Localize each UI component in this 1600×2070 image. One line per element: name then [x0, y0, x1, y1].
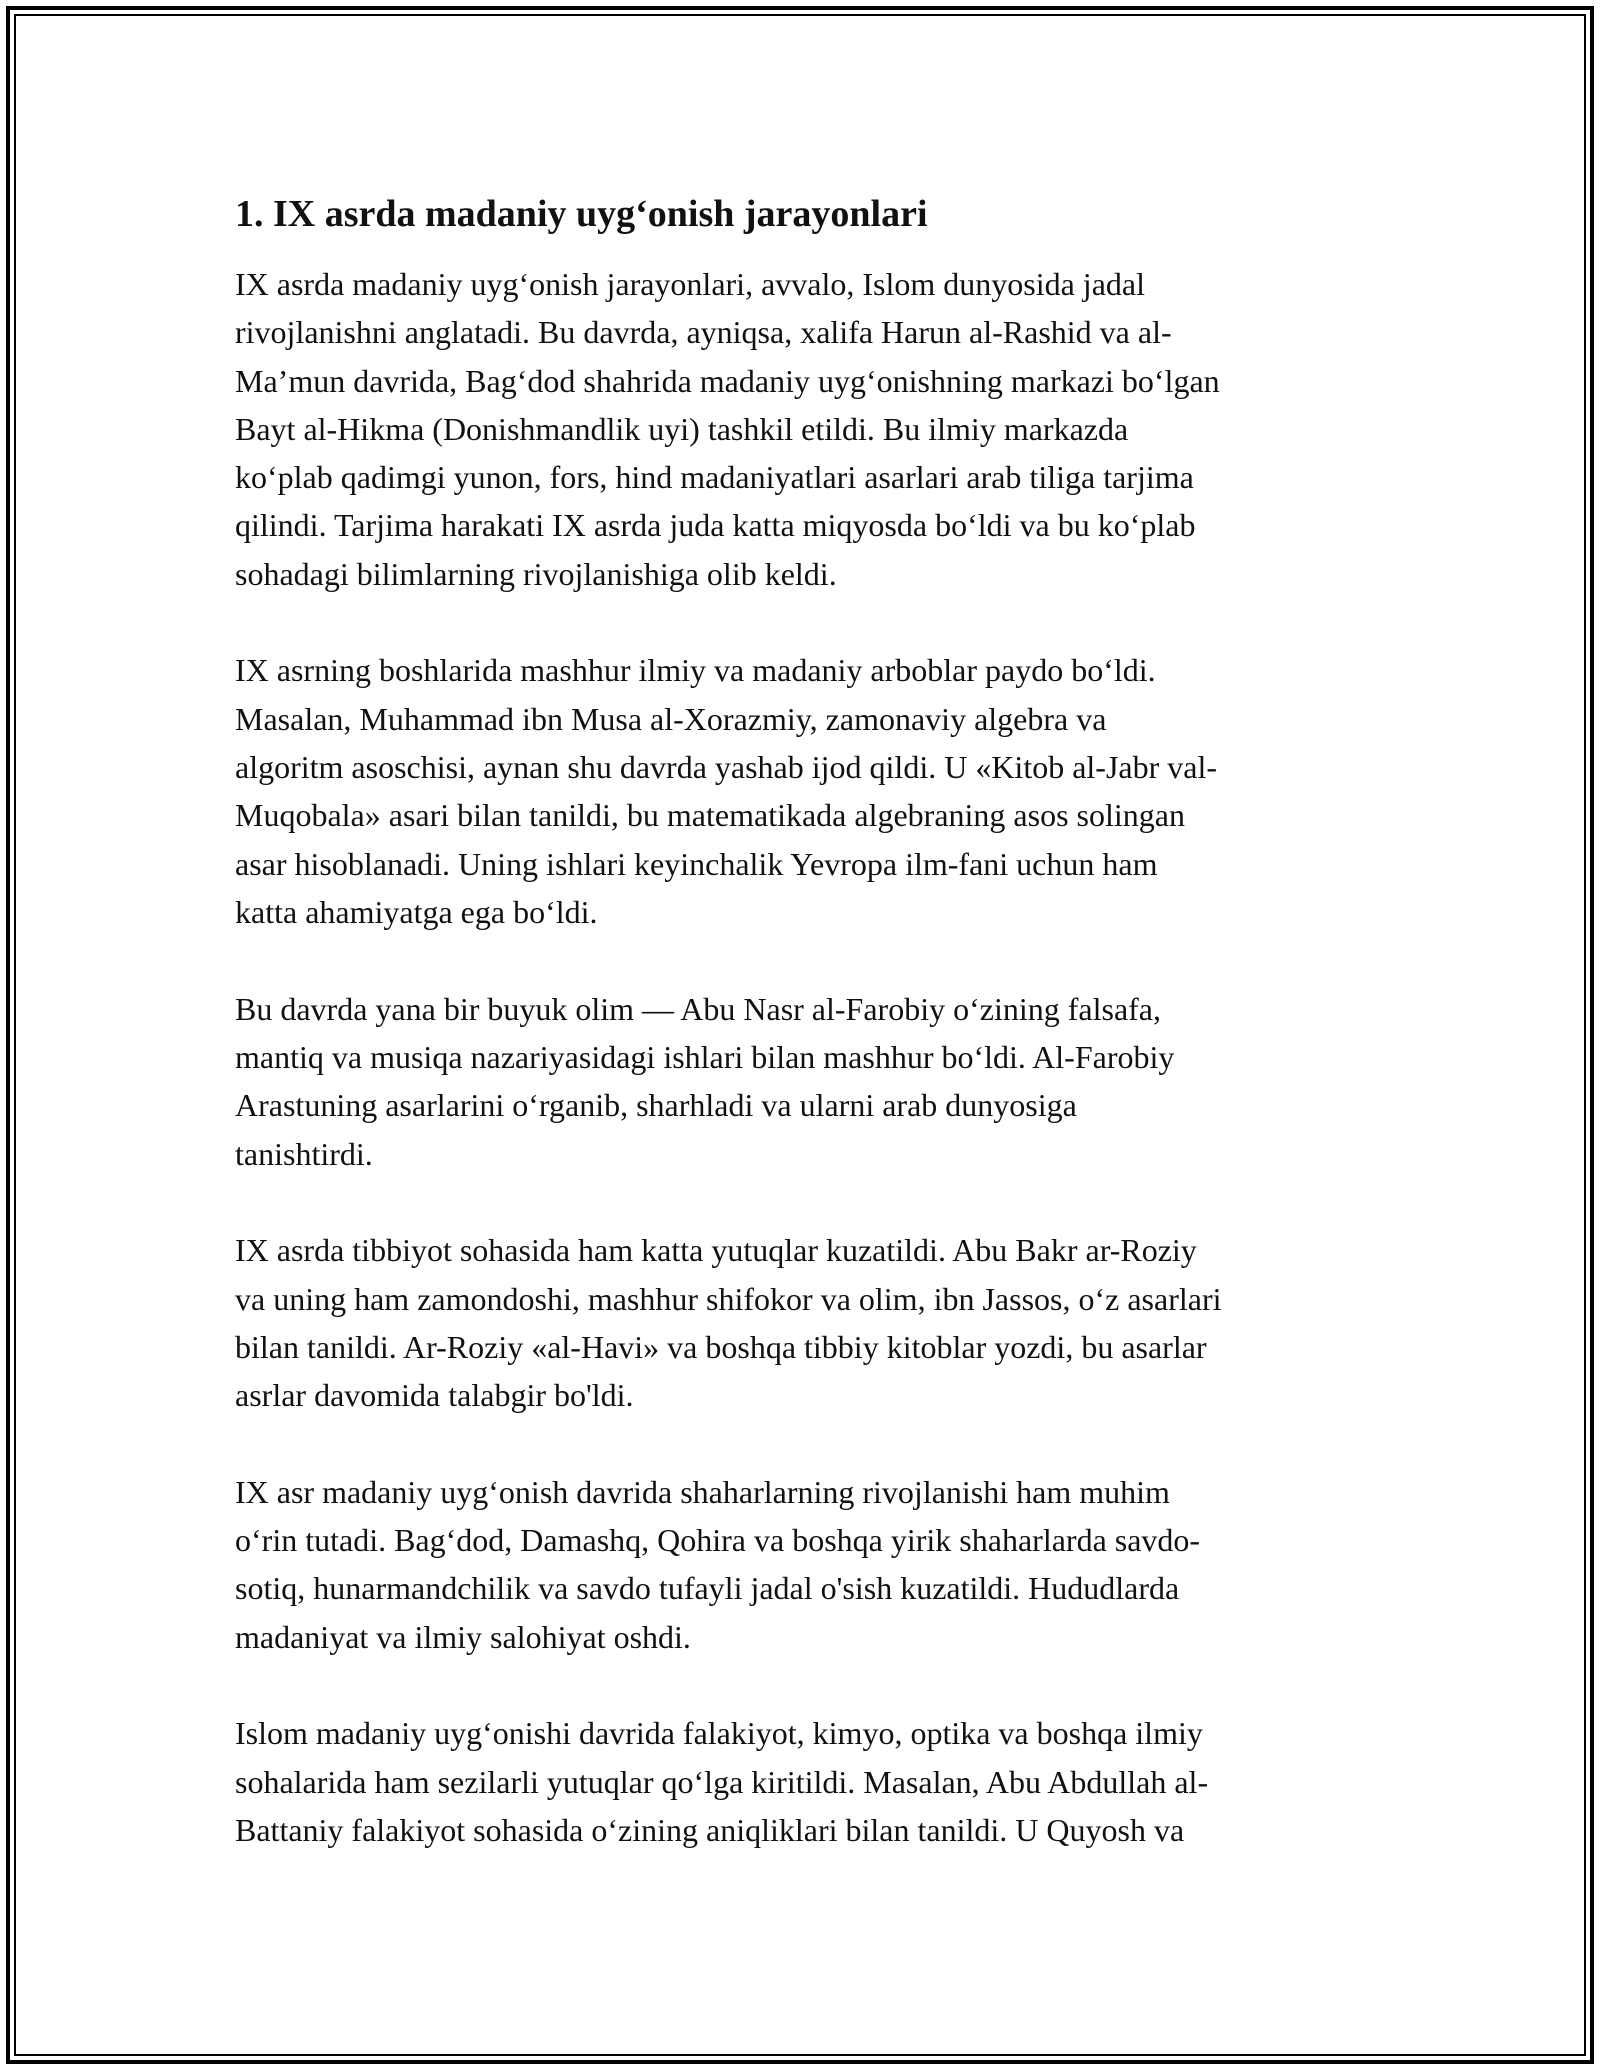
text-line: tanishtirdi.: [235, 1135, 373, 1172]
document-body: [235, 186, 1370, 1854]
text-line: Bu davrda yana bir buyuk olim — Abu Nasr al-Farobiy o‘zining falsafa,: [235, 990, 1161, 1027]
text-line: o‘rin tutadi. Bag‘dod, Damashq, Qohira va boshqa yirik shaharlarda savdo-: [235, 1522, 1201, 1559]
text-line: ko‘plab qadimgi yunon, fors, hind madaniyatlari asarlari arab tiliga tarjima: [235, 459, 1194, 496]
text-line: algoritm asoschisi, aynan shu davrda yashab ijod qildi. U «Kitob al-Jabr val-: [235, 749, 1218, 786]
text-line: sohadagi bilimlarning rivojlanishiga olib keldi.: [235, 555, 837, 592]
text-line: IX asrda madaniy uyg‘onish jarayonlari, avvalo, Islom dunyosida jadal: [235, 266, 1145, 302]
text-line: Arastuning asarlarini o‘rganib, sharhladi va ularni arab dunyosiga: [235, 1087, 1077, 1124]
text-line: sohalarida ham sezilarli yutuqlar qo‘lga kiritildi. Masalan, Abu Abdullah al-: [235, 1763, 1209, 1800]
text-line: qilindi. Tarjima harakati IX asrda juda katta miqyosda bo‘ldi va bu ko‘plab: [235, 507, 1196, 544]
text-line: Ma’mun davrida, Bag‘dod shahrida madaniy uyg‘onishning markazi bo‘lgan: [235, 362, 1220, 399]
text-line: asrlar davomida talabgir bo'ldi.: [235, 1377, 634, 1414]
text-line: va uning ham zamondoshi, mashhur shifokor va olim, ibn Jassos, o‘z asarlari: [235, 1280, 1222, 1317]
text-line: IX asrning boshlarida mashhur ilmiy va madaniy arboblar paydo bo‘ldi.: [235, 652, 1156, 689]
text-line: Bayt al-Hikma (Donishmandlik uyi) tashkil etildi. Bu ilmiy markazda: [235, 410, 1129, 447]
text-line: bilan tanildi. Ar-Roziy «al-Havi» va boshqa tibbiy kitoblar yozdi, bu asarlar: [235, 1328, 1207, 1365]
paragraph-4: [235, 1226, 1370, 1419]
text-line: madaniyat va ilmiy salohiyat oshdi.: [235, 1618, 691, 1655]
section-title: 1. IX asrda madaniy uyg‘onish jarayonlari: [235, 193, 928, 235]
paragraph-1: [235, 260, 1370, 598]
text-line: sotiq, hunarmandchilik va savdo tufayli jadal o'sish kuzatildi. Hududlarda: [235, 1570, 1180, 1607]
text-line: Masalan, Muhammad ibn Musa al-Xorazmiy, zamonaviy algebra va: [235, 700, 1107, 737]
text-line: IX asr madaniy uyg‘onish davrida shaharlarning rivojlanishi ham muhim: [235, 1473, 1170, 1510]
paragraph-5: [235, 1468, 1370, 1661]
text-line: rivojlanishni anglatadi. Bu davrda, ayniqsa, xalifa Harun al-Rashid va al-: [235, 314, 1172, 351]
text-line: mantiq va musiqa nazariyasidagi ishlari bilan mashhur bo‘ldi. Al-Farobiy: [235, 1038, 1175, 1075]
text-line: katta ahamiyatga ega bo‘ldi.: [235, 893, 598, 930]
text-line: Islom madaniy uyg‘onishi davrida falakiyot, kimyo, optika va boshqa ilmiy: [235, 1715, 1203, 1752]
paragraph-3: [235, 985, 1370, 1178]
text-line: IX asrda tibbiyot sohasida ham katta yutuqlar kuzatildi. Abu Bakr ar-Roziy: [235, 1232, 1197, 1269]
text-line: Battaniy falakiyot sohasida o‘zining aniqliklari bilan tanildi. U Quyosh va: [235, 1811, 1185, 1848]
paragraph-6: [235, 1709, 1370, 1854]
text-line: Muqobala» asari bilan tanildi, bu matematikada algebraning asos solingan: [235, 797, 1185, 834]
paragraph-2: [235, 646, 1370, 936]
text-line: asar hisoblanadi. Uning ishlari keyinchalik Yevropa ilm-fani uchun ham: [235, 845, 1158, 882]
